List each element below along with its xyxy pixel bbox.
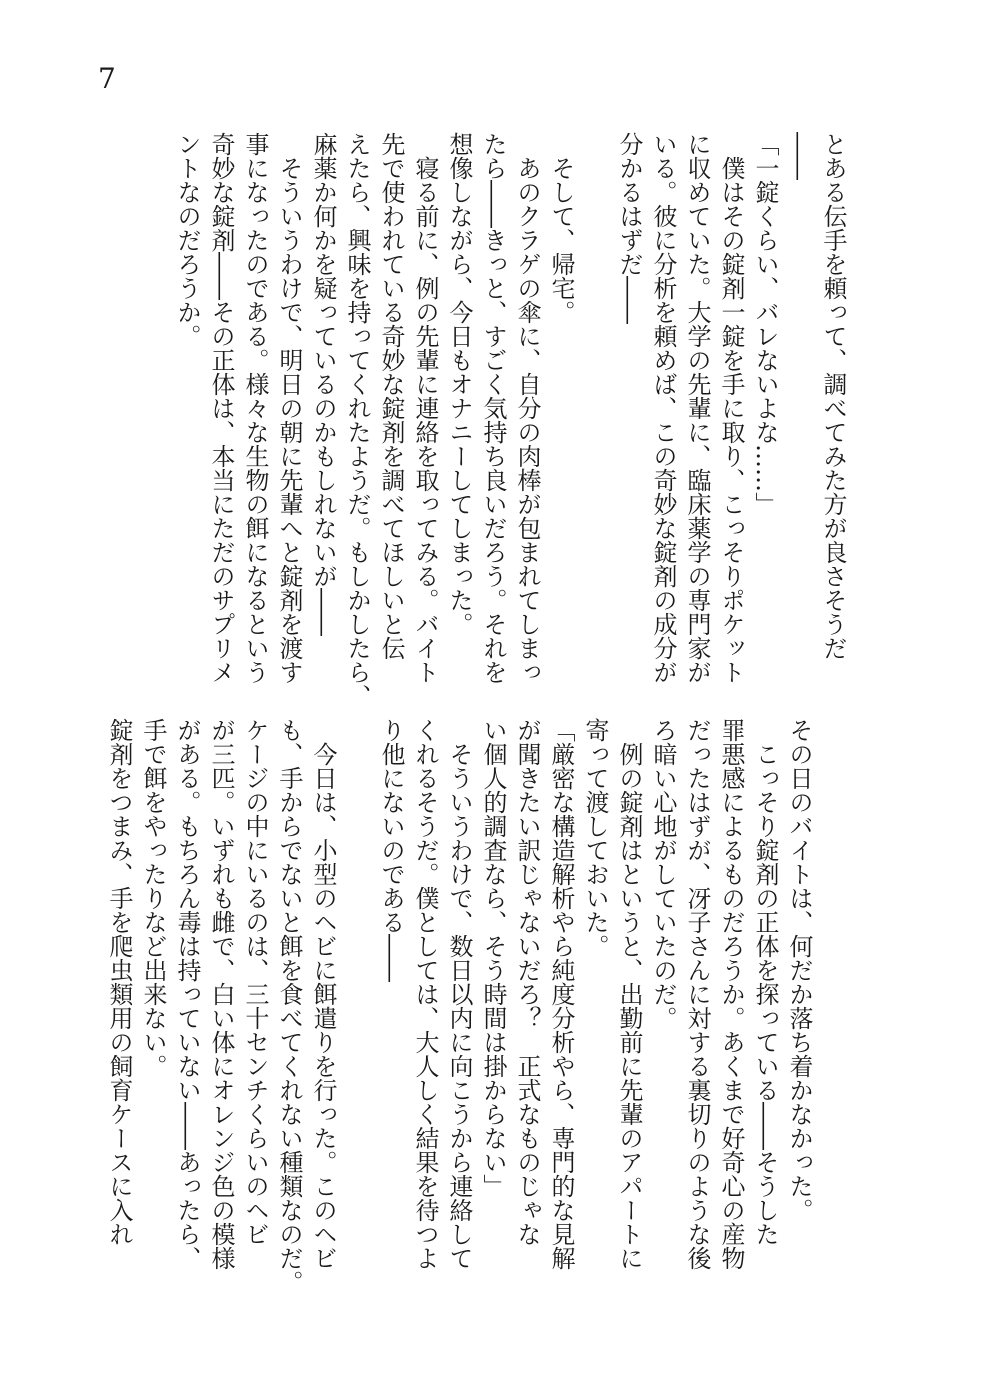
- text-line: ケージの中にいるのは、三十センチくらいのヘビ: [241, 718, 269, 1246]
- text-line: 「一錠くらい、バレないよな……」: [751, 132, 779, 516]
- text-line: も、手からでないと餌を食べてくれない種類なのだ。: [275, 718, 303, 1294]
- text-line: 僕はその錠剤一錠を手に取り、こっそりポケット: [717, 132, 745, 684]
- text-line: ――: [785, 132, 813, 180]
- text-line: 事になったのである。様々な生物の餌になるという: [241, 132, 269, 684]
- bottom-text-block: [102, 718, 816, 1294]
- text-line: が三匹。いずれも雌で、白い体にオレンジ色の模様: [207, 718, 235, 1270]
- text-line: とある伝手を頼って、調べてみた方が良さそうだ: [819, 132, 847, 660]
- text-line: たら――きっと、すごく気持ち良いだろう。それを: [479, 132, 507, 684]
- text-line: ントなのだろうか。: [173, 132, 201, 348]
- text-line: い個人的調査なら、そう時間は掛からない」: [479, 718, 507, 1198]
- text-line: 今日は、小型のヘビに餌遣りを行った。このヘビ: [309, 718, 337, 1270]
- text-line: 麻薬か何かを疑っているのかもしれないが――: [309, 132, 337, 636]
- text-line: に収めていた。大学の先輩に、臨床薬学の専門家が: [683, 132, 711, 684]
- text-line: その日のバイトは、何だか落ち着かなかった。: [785, 718, 813, 1222]
- text-line: 「厳密な構造解析やら純度分析やら、専門的な見解: [547, 718, 575, 1270]
- page-number: 7: [98, 62, 116, 95]
- text-line: そういうわけで、明日の朝に先輩へと錠剤を渡す: [275, 132, 303, 684]
- text-line: 先で使われている奇妙な錠剤を調べてほしいと伝: [377, 132, 405, 660]
- text-line: がある。もちろん毒は持っていない――あったら、: [173, 718, 201, 1270]
- text-line: [340, 718, 374, 1248]
- text-line: 寄って渡しておいた。: [581, 718, 609, 958]
- text-line: 寝る前に、例の先輩に連絡を取ってみる。バイト: [411, 132, 439, 684]
- text-line: こっそり錠剤の正体を探っている――そうした: [751, 718, 779, 1246]
- text-line: 錠剤をつまみ、手を爬虫類用の飼育ケースに入れ: [105, 718, 133, 1246]
- text-line: 想像しながら、今日もオナニーしてしまった。: [445, 132, 473, 636]
- text-line: そういうわけで、数日以内に向こうから連絡して: [445, 718, 473, 1270]
- text-line: 分かるはずだ――: [615, 132, 643, 324]
- text-line: えたら、興味を持ってくれたようだ。もしかしたら、: [343, 132, 371, 708]
- text-line: ろ暗い心地がしていたのだ。: [649, 718, 677, 1030]
- text-line: 例の錠剤はというと、出勤前に先輩のアパートに: [615, 718, 643, 1270]
- text-line: あのクラゲの傘に、自分の肉棒が包まれてしまっ: [513, 132, 541, 684]
- text-line: [578, 132, 612, 662]
- text-line: 罪悪感によるものだろうか。あくまで好奇心の産物: [717, 718, 745, 1270]
- text-line: くれるそうだ。僕としては、大人しく結果を待つよ: [411, 718, 439, 1270]
- text-line: 手で餌をやったりなど出来ない。: [139, 718, 167, 1078]
- text-line: 奇妙な錠剤――その正体は、本当にただのサプリメ: [207, 132, 235, 684]
- text-line: いる。彼に分析を頼めば、この奇妙な錠剤の成分が: [649, 132, 677, 684]
- text-line: だったはずが、冴子さんに対する裏切りのような後: [683, 718, 711, 1270]
- text-line: そして、帰宅。: [547, 132, 575, 324]
- text-line: が聞きたい訳じゃないだろ？ 正式なものじゃな: [513, 718, 541, 1246]
- text-line: り他にないのである――: [377, 718, 405, 982]
- top-text-block: [170, 132, 850, 708]
